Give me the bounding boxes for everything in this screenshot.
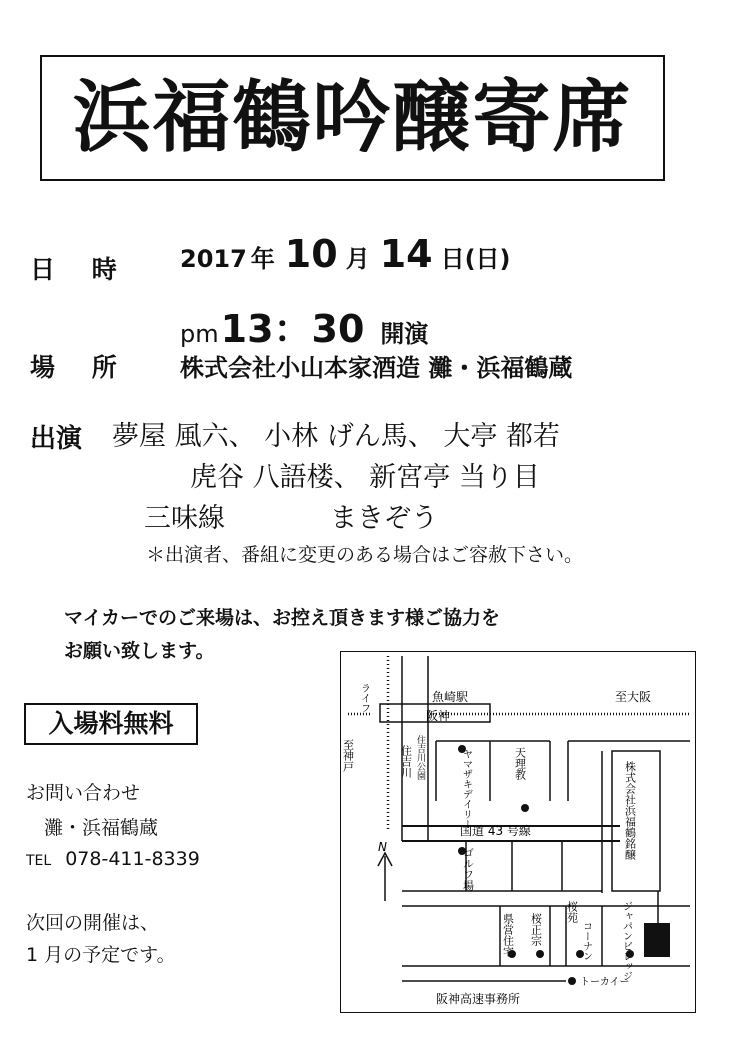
- tel-label: TEL: [26, 853, 52, 869]
- date-label: 日 時: [30, 255, 131, 284]
- prefectural-label: 県営住宅: [501, 913, 515, 957]
- time-value: [180, 298, 428, 353]
- venue-label: 場 所: [30, 353, 131, 382]
- shamisen-label: 三味線: [144, 503, 225, 534]
- tohkai-dot: [568, 977, 576, 985]
- time-suffix: 開演: [380, 320, 429, 348]
- date-value: [180, 232, 511, 276]
- golf-label: ゴルフ場: [461, 847, 475, 891]
- day: 14: [379, 232, 433, 276]
- next-event-line2: 1 月の予定です。: [26, 944, 176, 966]
- contact-tel: [26, 848, 200, 870]
- event-title: 浜福鶴吟醸寄席: [72, 72, 633, 163]
- sakurazono-label: 桜苑: [565, 901, 579, 923]
- sakura-dot: [536, 950, 544, 958]
- sakura-label: 桜正宗: [529, 913, 543, 946]
- month: 10: [284, 232, 338, 276]
- admission-free: 入場料無料: [48, 709, 174, 738]
- year-unit: 年: [250, 245, 275, 273]
- konan-label: コーナン: [580, 921, 592, 961]
- access-map: [340, 651, 696, 1013]
- yamazaki-label: ヤマザキデイリー: [460, 749, 472, 829]
- brewery-label: 株式会社浜福鶴銘醸: [623, 761, 637, 860]
- day-unit: 日(日): [440, 245, 511, 273]
- parking-notice-line1: マイカーでのご来場は、お控え頂きます様ご協力を: [64, 607, 501, 629]
- month-unit: 月: [345, 245, 370, 273]
- next-event-line1: 次回の開催は、: [26, 912, 160, 934]
- hanshin-office-label: 阪神高速事務所: [436, 992, 521, 1006]
- parking-notice-line2: お願い致します。: [64, 640, 215, 662]
- station-label: 魚崎駅: [432, 690, 469, 704]
- route43-label: 国道 43 号線: [460, 824, 531, 838]
- life-label: ライフ: [358, 683, 370, 713]
- tenrikyo-dot: [521, 804, 529, 812]
- railway-label: 阪神: [426, 709, 451, 723]
- contact-heading: お問い合わせ: [26, 782, 141, 804]
- year: 2017: [180, 245, 247, 273]
- tohkai-label: トーカイー: [580, 977, 630, 988]
- time: 13：30: [220, 307, 365, 351]
- time-prefix: pm: [180, 320, 219, 348]
- change-note: ＊出演者、番組に変更のある場合はご容赦下さい。: [146, 544, 584, 566]
- japan-label: ジャパンビレッジ: [620, 901, 632, 981]
- to-kobe-label: 至神戸: [341, 739, 355, 772]
- river-label: 住吉川: [399, 745, 413, 778]
- park-label: 住吉川公園: [415, 735, 425, 780]
- tel-number: 078-411-8339: [65, 848, 200, 870]
- venue-name: 株式会社小山本家酒造 灘・浜福鶴蔵: [180, 354, 573, 382]
- venue-marker: [644, 923, 670, 957]
- performers-line2: 虎谷 八語楼、 新宮亭 当り目: [190, 462, 540, 493]
- to-osaka-label: 至大阪: [615, 690, 652, 704]
- performers-line1: 夢屋 風六、 小林 げん馬、 大亭 都若: [112, 421, 560, 452]
- tenrikyo-label: 天理教: [513, 747, 527, 780]
- contact-name: 灘・浜福鶴蔵: [44, 817, 159, 839]
- shamisen-name: まきぞう: [330, 503, 438, 534]
- north-label: N: [378, 840, 387, 854]
- performers-label: 出演: [30, 424, 83, 454]
